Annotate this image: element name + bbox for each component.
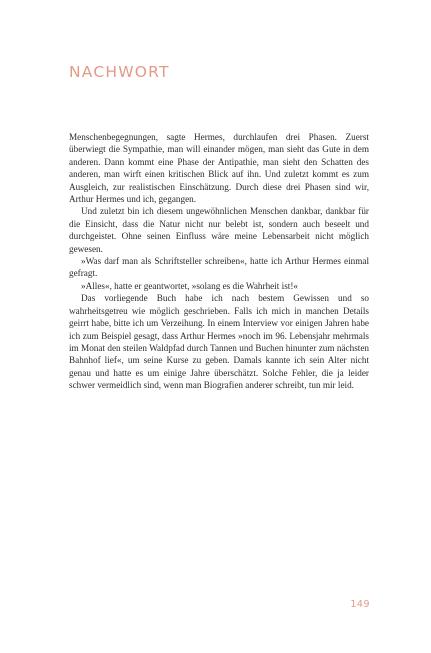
paragraph-1: Menschenbegegnungen, sagte Hermes, durchlaufen drei Phasen. Zuerst überwiegt die Sympathie, man will einander mögen, man sieht das Gute in dem anderen. Dann kommt eine Phase der Antipathie, man sieht den Schatten des anderen, man wirft einen kritischen Blick auf ihn. Und zuletzt kommt es zum Ausgleich, zur realistischen Einschätzung. Durch diese drei Phasen sind wir, Arthur Hermes und ich, gegangen.: [69, 132, 369, 205]
paragraph-5: Das vorliegende Buch habe ich nach bestem Gewissen und so wahrheitsgetreu wie möglich geschrieben. Falls ich mich in manchen Details geirrt habe, bitte ich um Verzeihung. In einem Interview vor einigen Jahren habe ich zum Beispiel gesagt, dass Arthur Hermes »noch im 96. Lebensjahr mehrmals im Monat den steilen Waldpfad durch Tannen und Buchen hinunter zum nächsten Bahnhof lief«, um seine Kurse zu geben. Damals kannte ich sein Alter nicht genau und hatte es um einige Jahre überschätzt. Solche Fehler, die ja leider schwer vermeidlich sind, wenn man Biografien anderer schreibt, tun mir leid.: [69, 293, 369, 391]
page-number: 149: [350, 599, 370, 610]
body-text: [69, 131, 369, 392]
paragraph-2: Und zuletzt bin ich diesem ungewöhnlichen Menschen dankbar, dankbar für die Einsicht, dass die Natur nicht nur belebt ist, sondern auch beseelt und durchgeistet. Ohne seinen Einfluss wäre meine Lebensarbeit nicht möglich gewesen.: [69, 206, 369, 254]
paragraph-3: »Was darf man als Schriftsteller schreiben«, hatte ich Arthur Hermes einmal gefragt.: [69, 256, 369, 279]
chapter-title: NACHWORT: [69, 63, 170, 81]
paragraph-4: »Alles«, hatte er geantwortet, »solang es die Wahrheit ist!«: [81, 280, 298, 291]
